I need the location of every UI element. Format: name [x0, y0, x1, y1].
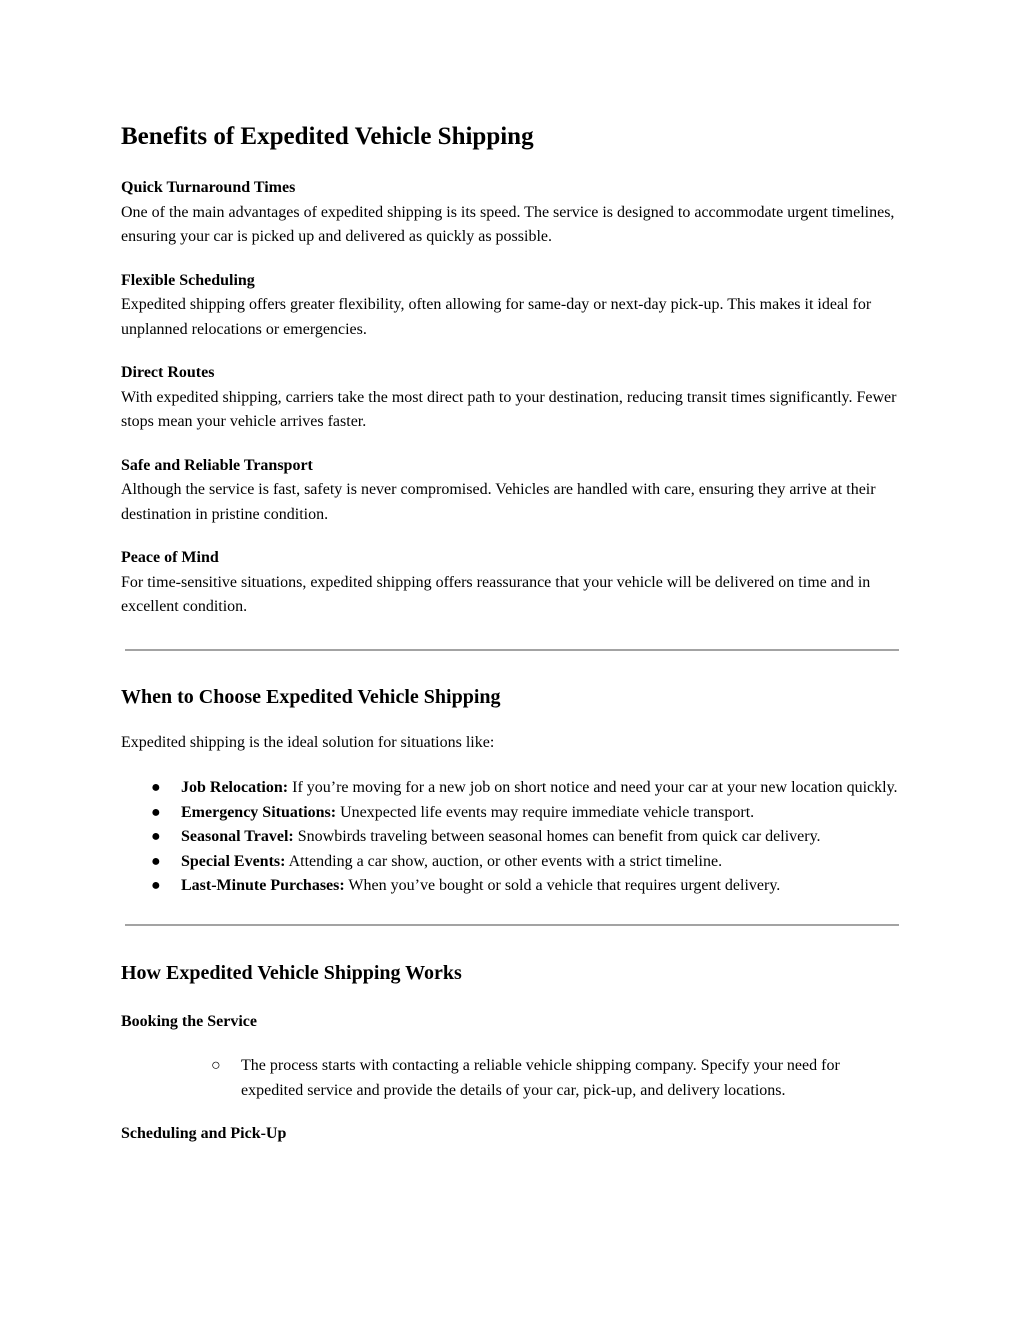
benefit-block — [121, 269, 905, 343]
benefits-title: Benefits of Expedited Vehicle Shipping — [121, 123, 534, 150]
benefit-text: One of the main advantages of expedited shipping is its speed. The service is designed to accommodate urgent timelines, ensuring your car is picked up and delivered as quickly as possible. — [121, 203, 895, 245]
item-text: Unexpected life events may require immediate vehicle transport. — [336, 803, 755, 821]
item-text: When you’ve bought or sold a vehicle that requires urgent delivery. — [344, 877, 781, 894]
item-text: The process starts with contacting a reliable vehicle shipping company. Specify your need for expedited service and provide the details of your car, pick-up, and delivery locations. — [241, 1057, 840, 1099]
horizontal-divider — [125, 924, 899, 926]
item-text: Snowbirds traveling between seasonal homes can benefit from quick car delivery. — [293, 828, 821, 845]
situations-list — [121, 776, 905, 899]
item-label: Seasonal Travel: — [181, 828, 294, 845]
when-title: When to Choose Expedited Vehicle Shipping — [121, 685, 501, 708]
list-item — [121, 825, 905, 850]
bullet-icon: ● — [151, 852, 161, 870]
bullet-icon: ● — [151, 803, 161, 821]
booking-heading: Booking the Service — [121, 1012, 257, 1030]
benefit-heading: Peace of Mind — [121, 549, 219, 566]
item-label: Last-Minute Purchases: — [181, 877, 345, 894]
benefit-heading: Flexible Scheduling — [121, 271, 255, 289]
bullet-icon: ● — [151, 828, 161, 845]
item-label: Special Events: — [181, 852, 286, 870]
list-item — [121, 776, 905, 801]
scheduling-heading: Scheduling and Pick-Up — [121, 1125, 287, 1142]
benefit-heading: Direct Routes — [121, 364, 215, 381]
benefit-block — [121, 176, 905, 250]
item-text: Attending a car show, auction, or other events with a strict timeline. — [285, 852, 723, 870]
document-page — [121, 120, 905, 1147]
how-title: How Expedited Vehicle Shipping Works — [121, 961, 462, 984]
benefit-text: Although the service is fast, safety is never compromised. Vehicles are handled with care, ensuring they arrive at their destination in pristine condition. — [121, 481, 876, 523]
list-item — [121, 874, 905, 899]
item-label: Emergency Situations: — [181, 803, 337, 821]
benefit-heading: Quick Turnaround Times — [121, 179, 296, 196]
circle-bullet-icon: ○ — [211, 1057, 221, 1074]
bullet-icon: ● — [151, 779, 161, 796]
benefit-block — [121, 361, 905, 435]
benefit-text: With expedited shipping, carriers take the most direct path to your destination, reducing transit times significantly. Fewer stops mean your vehicle arrives faster. — [121, 388, 897, 430]
benefit-heading: Safe and Reliable Transport — [121, 456, 313, 474]
list-item — [121, 1054, 905, 1103]
list-item — [121, 801, 905, 826]
item-label: Job Relocation: — [181, 779, 289, 796]
list-item — [121, 850, 905, 875]
booking-list — [121, 1054, 905, 1103]
horizontal-divider — [125, 649, 899, 651]
benefit-text: For time-sensitive situations, expedited shipping offers reassurance that your vehicle will be delivered on time and in excellent condition. — [121, 573, 871, 615]
benefit-block — [121, 546, 905, 620]
benefit-block — [121, 454, 905, 528]
bullet-icon: ● — [151, 877, 161, 894]
item-text: If you’re moving for a new job on short notice and need your car at your new location quickly. — [288, 779, 898, 796]
when-intro: Expedited shipping is the ideal solution for situations like: — [121, 733, 495, 751]
benefit-text: Expedited shipping offers greater flexibility, often allowing for same-day or next-day pick-up. This makes it ideal for unplanned relocations or emergencies. — [121, 296, 872, 338]
